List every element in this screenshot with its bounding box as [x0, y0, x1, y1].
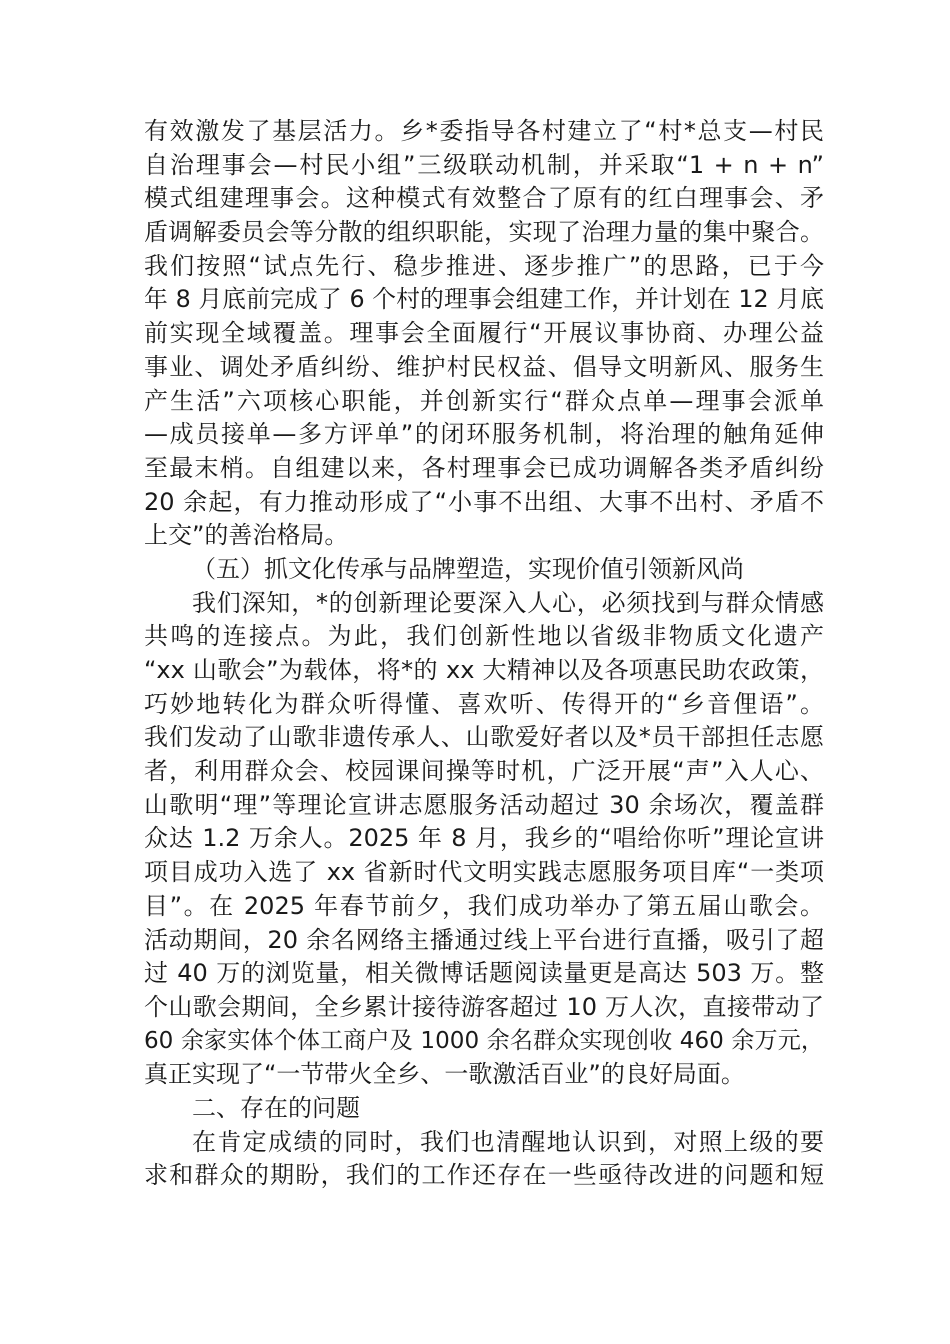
paragraph-culture [144, 587, 824, 1092]
text-line: 自治理事会—村民小组”三级联动机制，并采取“1 + n + n” [144, 150, 824, 179]
text-line: 年 8 月底前完成了 6 个村的理事会组建工作，并计划在 12 月底 [144, 285, 824, 314]
text-line: 共鸣的连接点。为此，我们创新性地以省级非物质文化遗产 [144, 622, 824, 651]
text-line: 盾调解委员会等分散的组织职能，实现了治理力量的集中聚合。 [144, 218, 824, 247]
paragraph-problems [144, 1126, 824, 1193]
section-heading-culture [144, 553, 824, 587]
text-line: 事业、调处矛盾纠纷、维护村民权益、倡导文明新风、服务生 [144, 352, 824, 381]
text-line: 在肯定成绩的同时，我们也清醒地认识到，对照上级的要 [192, 1127, 824, 1156]
heading-text: 二、存在的问题 [192, 1093, 360, 1122]
text-line: 至最末梢。自组建以来，各村理事会已成功调解各类矛盾纠纷 [144, 453, 824, 482]
paragraph-governance [144, 115, 824, 553]
text-line: 众达 1.2 万余人。2025 年 8 月，我乡的“唱给你听”理论宣讲 [144, 824, 824, 853]
section-heading-problems [144, 1092, 824, 1126]
text-line: 巧妙地转化为群众听得懂、喜欢听、传得开的“乡音俚语”。 [144, 689, 824, 718]
text-line: 60 余家实体个体工商户及 1000 余名群众实现创收 460 余万元， [144, 1027, 824, 1054]
text-line: 求和群众的期盼，我们的工作还存在一些亟待改进的问题和短 [144, 1161, 824, 1190]
text-line: 活动期间，20 余名网络主播通过线上平台进行直播，吸引了超 [144, 925, 824, 954]
text-line: 有效激发了基层活力。乡*委指导各村建立了“村*总支—村民 [144, 117, 824, 145]
text-line: 山歌明“理”等理论宣讲志愿服务活动超过 30 余场次，覆盖群 [144, 790, 824, 819]
heading-text: （五）抓文化传承与品牌塑造，实现价值引领新风尚 [192, 554, 744, 583]
text-line: 我们发动了山歌非遗传承人、山歌爱好者以及*员干部担任志愿 [144, 723, 824, 752]
text-line: 前实现全域覆盖。理事会全面履行“开展议事协商、办理公益 [144, 319, 824, 348]
text-line: “xx 山歌会”为载体，将*的 xx 大精神以及各项惠民助农政策， [144, 656, 824, 684]
text-line: 真正实现了“一节带火全乡、一歌激活百业”的良好局面。 [144, 1060, 745, 1089]
text-line: 上交”的善治格局。 [144, 521, 349, 550]
text-line: 个山歌会期间，全乡累计接待游客超过 10 万人次，直接带动了 [144, 992, 824, 1021]
text-line: 模式组建理事会。这种模式有效整合了原有的红白理事会、矛 [144, 184, 824, 213]
text-line: 者，利用群众会、校园课间操等时机，广泛开展“声”入人心、 [144, 757, 824, 786]
text-line: 过 40 万的浏览量，相关微博话题阅读量更是高达 503 万。整 [144, 959, 824, 988]
text-line: 目”。在 2025 年春节前夕，我们成功举办了第五届山歌会。 [144, 891, 824, 920]
text-line: 项目成功入选了 xx 省新时代文明实践志愿服务项目库“一类项 [144, 858, 824, 887]
text-line: 20 余起，有力推动形成了“小事不出组、大事不出村、矛盾不 [144, 487, 824, 516]
text-line: 我们深知，*的创新理论要深入人心，必须找到与群众情感 [192, 588, 824, 617]
text-line: 我们按照“试点先行、稳步推进、逐步推广”的思路，已于今 [144, 251, 824, 280]
document-body [144, 115, 824, 1193]
text-line: —成员接单—多方评单”的闭环服务机制，将治理的触角延伸 [144, 420, 824, 449]
text-line: 产生活”六项核心职能，并创新实行“群众点单—理事会派单 [144, 386, 824, 415]
